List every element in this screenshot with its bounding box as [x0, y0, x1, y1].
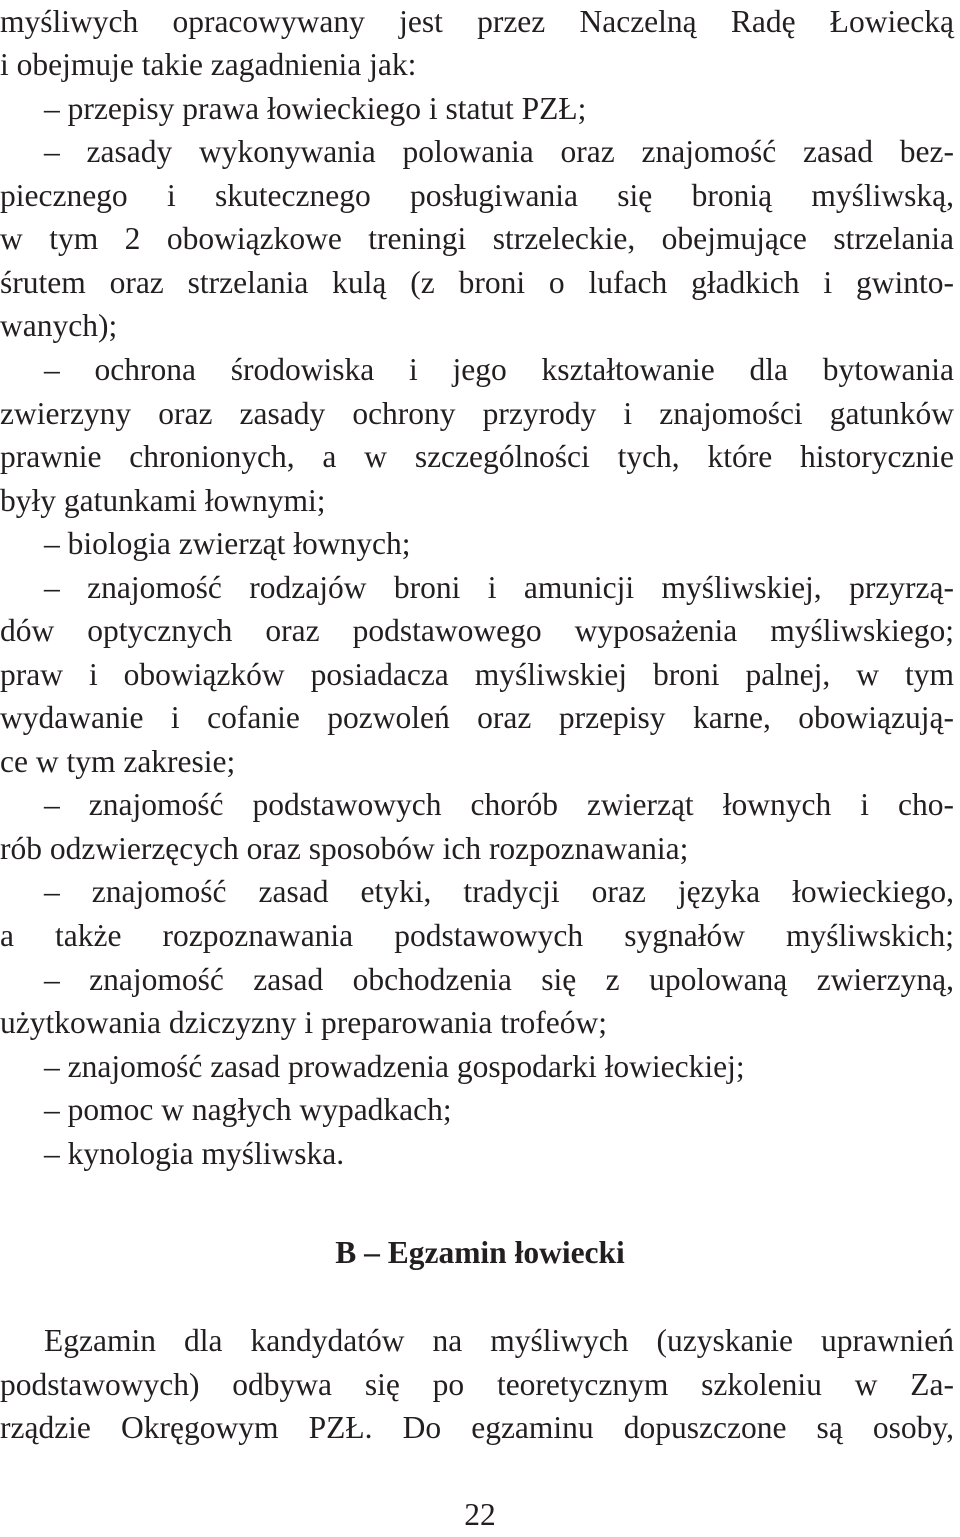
text-line: a także rozpoznawania podstawowych sygnałów myśliwskich; [0, 918, 954, 953]
list-item: – znajomość rodzajów broni i amunicji myśliwskiej, przyrzą- [44, 570, 954, 605]
text-line: prawnie chronionych, a w szczególności tych, które historycznie [0, 439, 954, 474]
text-line: dów optycznych oraz podstawowego wyposażenia myśliwskiego; [0, 613, 954, 648]
text-line: praw i obowiązków posiadacza myśliwskiej broni palnej, w tym [0, 657, 954, 692]
paragraph-line: podstawowych) odbywa się po teoretycznym szkoleniu w Za- [0, 1367, 954, 1402]
text-line: wydawanie i cofanie pozwoleń oraz przepisy karne, obowiązują- [0, 700, 954, 735]
list-item: – kynologia myśliwska. [44, 1136, 345, 1171]
text-line: rób odzwierzęcych oraz sposobów ich rozpoznawania; [0, 831, 689, 866]
list-item: – biologia zwierząt łownych; [44, 526, 411, 561]
list-item: – znajomość zasad etyki, tradycji oraz języka łowieckiego, [44, 874, 954, 909]
paragraph-line: rządzie Okręgowym PZŁ. Do egzaminu dopuszczone są osoby, [0, 1410, 954, 1445]
text-line: śrutem oraz strzelania kulą (z broni o lufach gładkich i gwinto- [0, 265, 954, 300]
text-line: użytkowania dziczyzny i preparowania trofeów; [0, 1005, 607, 1040]
section-heading: B – Egzamin łowiecki [335, 1235, 625, 1270]
text-line: ce w tym zakresie; [0, 744, 236, 779]
list-item: – przepisy prawa łowieckiego i statut PZŁ; [44, 91, 587, 126]
list-item: – zasady wykonywania polowania oraz znajomość zasad bez- [44, 134, 954, 169]
list-item: – pomoc w nagłych wypadkach; [44, 1092, 452, 1127]
paragraph-line: Egzamin dla kandydatów na myśliwych (uzyskanie uprawnień [44, 1323, 954, 1358]
text-line: wanych); [0, 308, 118, 343]
list-item: – ochrona środowiska i jego kształtowanie dla bytowania [44, 352, 954, 387]
list-item: – znajomość podstawowych chorób zwierząt łownych i cho- [44, 787, 954, 822]
text-line: były gatunkami łownymi; [0, 483, 326, 518]
list-item: – znajomość zasad obchodzenia się z upolowaną zwierzyną, [44, 962, 954, 997]
text-line: piecznego i skutecznego posługiwania się bronią myśliwską, [0, 178, 954, 213]
text-line: w tym 2 obowiązkowe treningi strzeleckie, obejmujące strzelania [0, 221, 954, 256]
text-line: zwierzyny oraz zasady ochrony przyrody i znajomości gatunków [0, 396, 954, 431]
page-number: 22 [464, 1497, 496, 1532]
list-item: – znajomość zasad prowadzenia gospodarki łowieckiej; [44, 1049, 745, 1084]
text-line: i obejmuje takie zagadnienia jak: [0, 47, 417, 82]
text-line: myśliwych opracowywany jest przez Naczelną Radę Łowiecką [0, 4, 954, 39]
